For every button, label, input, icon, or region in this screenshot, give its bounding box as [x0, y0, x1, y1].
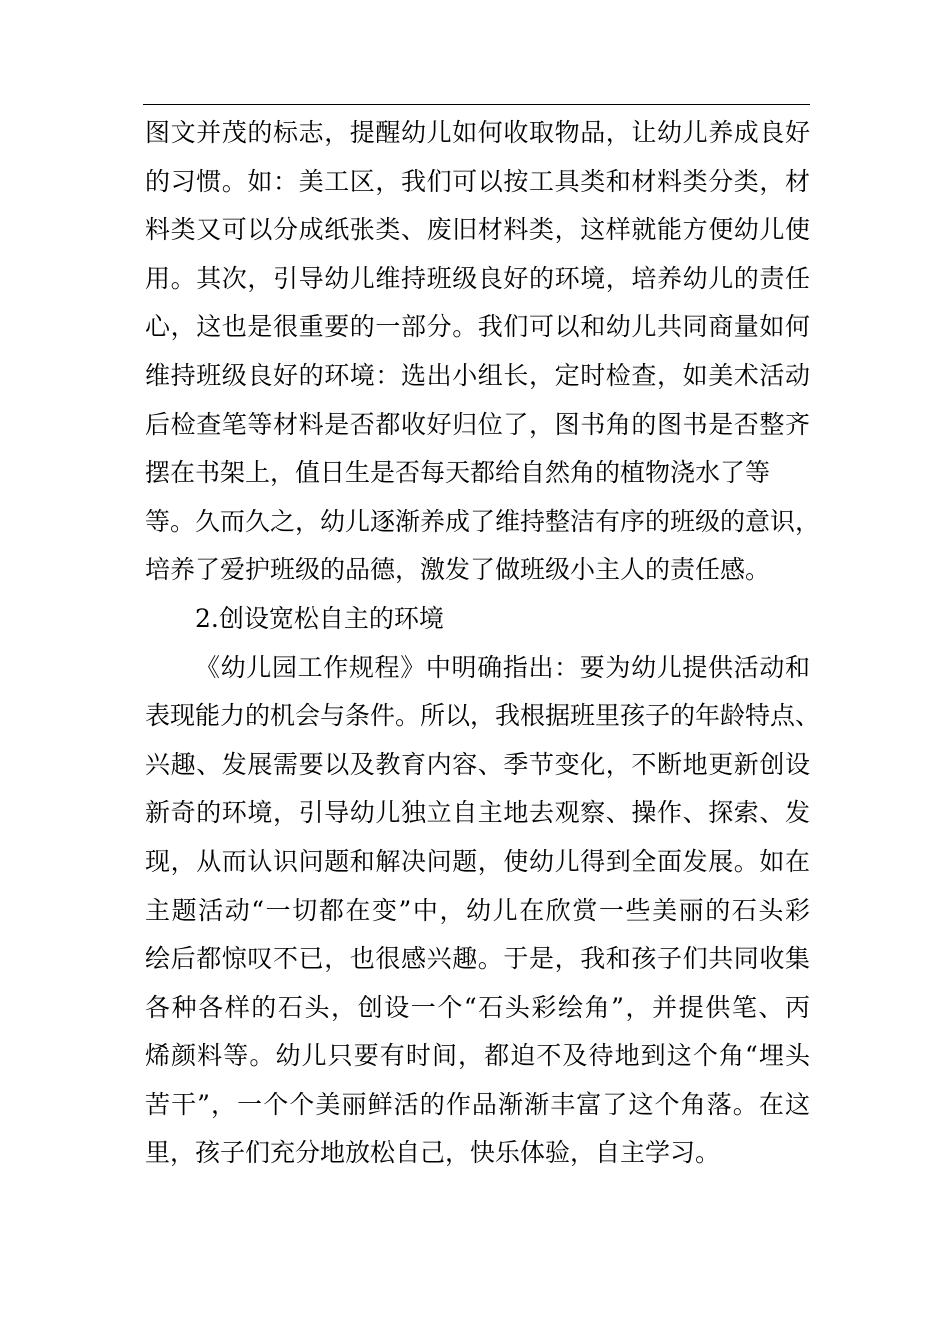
- heading-text: 2.创设宽松自主的环境: [195, 603, 444, 633]
- section-heading: [145, 595, 810, 644]
- text-line: 的习惯。如：美工区，我们可以按工具类和材料类分类，材: [145, 166, 810, 196]
- text-line: 料类又可以分成纸张类、废旧材料类，这样就能方便幼儿使: [145, 215, 810, 245]
- text-line: 用。其次，引导幼儿维持班级良好的环境，培养幼儿的责任: [145, 263, 810, 293]
- text-line: 现，从而认识问题和解决问题，使幼儿得到全面发展。如在: [145, 846, 810, 876]
- text-line: 等。久而久之，幼儿逐渐养成了维持整洁有序的班级的意识，: [145, 506, 821, 536]
- text-line: 表现能力的机会与条件。所以，我根据班里孩子的年龄特点、: [145, 701, 821, 731]
- text-line: 苦干”，一个个美丽鲜活的作品渐渐丰富了这个角落。在这: [145, 1089, 810, 1119]
- text-line: 《幼儿园工作规程》中明确指出：要为幼儿提供活动和: [195, 652, 810, 682]
- text-line: 绘后都惊叹不已，也很感兴趣。于是，我和孩子们共同收集: [145, 944, 810, 974]
- text-line: 摆在书架上，值日生是否每天都给自然角的植物浇水了等: [145, 458, 771, 488]
- text-line: 心，这也是很重要的一部分。我们可以和幼儿共同商量如何: [145, 312, 810, 342]
- header-rule: [143, 104, 810, 105]
- document-body: [145, 109, 821, 1178]
- text-line: 维持班级良好的环境：选出小组长，定时检查，如美术活动: [145, 360, 810, 390]
- text-line: 烯颜料等。幼儿只要有时间，都迫不及待地到这个角“埋头: [145, 1041, 810, 1071]
- text-line: 里，孩子们充分地放松自己，快乐体验，自主学习。: [145, 1138, 721, 1168]
- text-line: 主题活动“一切都在变”中，幼儿在欣赏一些美丽的石头彩: [145, 895, 810, 925]
- paragraph-section: [145, 644, 821, 1179]
- text-line: 新奇的环境，引导幼儿独立自主地去观察、操作、探索、发: [145, 798, 810, 828]
- paragraph-continued: [145, 109, 821, 595]
- text-line: 后检查笔等材料是否都收好归位了，图书角的图书是否整齐: [145, 409, 810, 439]
- text-line: 兴趣、发展需要以及教育内容、季节变化，不断地更新创设: [145, 749, 810, 779]
- text-line: 培养了爱护班级的品德，激发了做班级小主人的责任感。: [145, 555, 771, 585]
- text-line: 图文并茂的标志，提醒幼儿如何收取物品，让幼儿养成良好: [145, 118, 810, 147]
- text-line: 各种各样的石头，创设一个“石头彩绘角”，并提供笔、丙: [145, 992, 810, 1022]
